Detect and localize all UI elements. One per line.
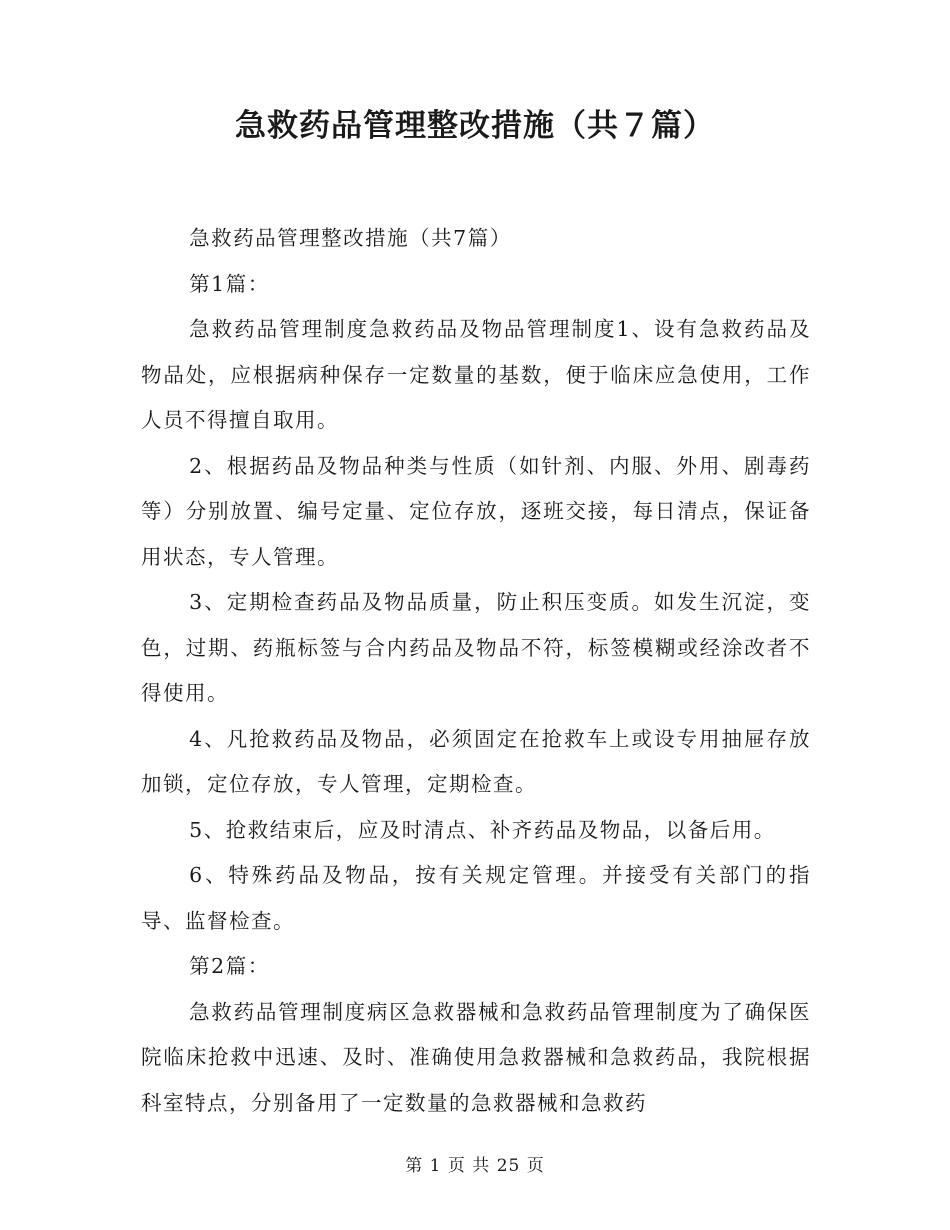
paragraph: 4、凡抢救药品及物品，必须固定在抢救车上或设专用抽屉存放加锁，定位存放，专人管理，定期检查。 [141, 726, 811, 796]
document-title: 急救药品管理整改措施（共７篇） [235, 108, 715, 144]
paragraph-heading: 急救药品管理整改措施（共7篇） [189, 226, 512, 250]
paragraph: 2、根据药品及物品种类与性质（如针剂、内服、外用、剧毒药等）分别放置、编号定量、定位存放，逐班交接，每日清点，保证备用状态，专人管理。 [141, 453, 811, 569]
paragraph: 6、特殊药品及物品，按有关规定管理。并接受有关部门的指导、监督检查。 [141, 863, 811, 933]
page-footer: 第 1 页 共 25 页 [405, 1156, 545, 1176]
section-label-1: 第1篇： [189, 271, 270, 296]
paragraph: 3、定期检查药品及物品质量，防止积压变质。如发生沉淀，变色，过期、药瓶标签与合内药品及物品不符，标签模糊或经涂改者不得使用。 [141, 590, 811, 705]
paragraph: 急救药品管理制度病区急救器械和急救药品管理制度为了确保医院临床抢救中迅速、及时、准确使用急救器械和急救药品，我院根据科室特点，分别备用了一定数量的急救器械和急救药 [141, 999, 811, 1115]
section-label-2: 第2篇： [189, 954, 270, 978]
paragraph: 急救药品管理制度急救药品及物品管理制度1、设有急救药品及物品处，应根据病种保存一定数量的基数，便于临床应急使用，工作人员不得擅自取用。 [141, 317, 811, 432]
document-body [141, 216, 811, 1126]
paragraph: 5、抢救结束后，应及时清点、补齐药品及物品，以备后用。 [189, 817, 776, 842]
